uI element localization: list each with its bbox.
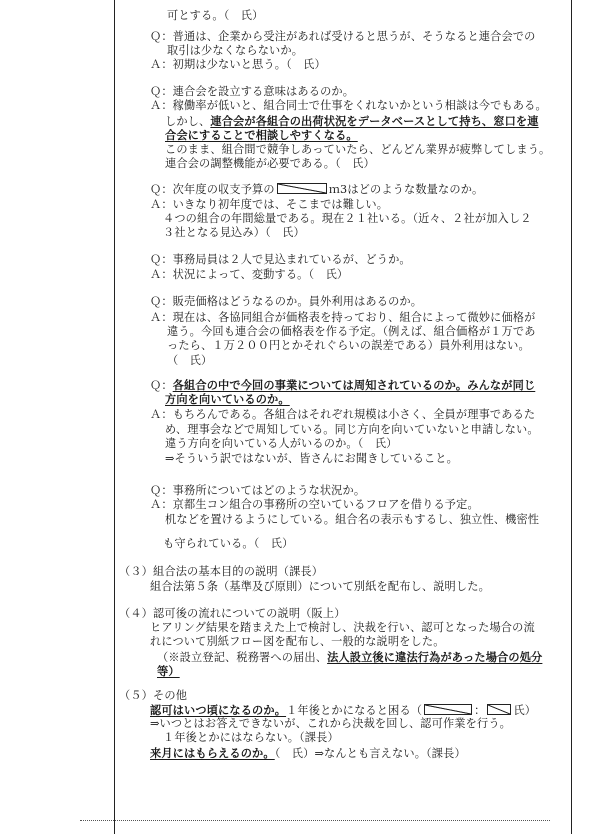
- text-line: このまま、組合間で競争しあっていたら、どんどん業界が疲弊してしまう。: [165, 143, 551, 156]
- section-heading: （４）認可後の流れについての説明（阪上）: [119, 607, 346, 620]
- text-line: め、理事会などで周知している。同じ方向を向いていないと申請しない。: [165, 423, 539, 436]
- redaction-box: [487, 704, 511, 715]
- text-line: ったら、１万２００円とかそれぐらいの誤差である）員外利用はない。: [167, 339, 530, 352]
- text-line: しかし、連合会が各組合の出荷状況をデータベースとして持ち、窓口を連: [165, 114, 539, 128]
- text-line: れについて別紙フロー図を配布し、一般的な説明をした。: [150, 635, 445, 648]
- question-line: Ｑ：普通は、企業から受注があれば受けると思うが、そうなると連合会での: [150, 30, 536, 43]
- text-line: 机などを置けるようにしている。組合名の表示もするし、独立性、機密性: [165, 513, 540, 526]
- answer-line: Ａ：稼働率が低いと、組合同士で仕事をくれないかという相談は今でもある。: [150, 99, 547, 112]
- text-line: 可とする。（ 氏）: [167, 9, 264, 22]
- text-line: １年後とかにはならない。（課長）: [163, 731, 339, 744]
- text-line: ３社となる見込み）（ 氏）: [163, 226, 305, 239]
- redaction-box: [424, 704, 472, 715]
- emphasis-text: 各組合の中で今回の事業については周知されているのか。みんなが同じ: [172, 378, 536, 392]
- emphasis-text: 認可はいつ頃になるのか。: [150, 703, 287, 717]
- emphasis-line: 合会にすることで相談しやすくなる。: [165, 128, 358, 142]
- emphasis-text: 連合会が各組合の出荷状況をデータベースとして持ち、窓口を連: [210, 114, 539, 128]
- answer-line: Ａ：現在は、各協同組合が価格表を持っており、組合によって微妙に価格が: [150, 311, 536, 324]
- question-line: Ｑ：連合会を設立する意味はあるのか。: [150, 85, 355, 98]
- text-line: （ 氏）: [167, 354, 213, 367]
- answer-line: Ａ：状況によって、変動する。（ 氏）: [150, 268, 349, 281]
- text-line: ヒアリング結果を踏まえた上で検討し、決裁を行い、認可となった場合の流: [150, 621, 535, 634]
- text-line: （※設立登記、税務署への届出、法人設立後に違法行為があった場合の処分: [157, 650, 543, 664]
- section-heading: （３）組合法の基本目的の説明（課長）: [119, 565, 324, 578]
- emphasis-text: 来月にはもらえるのか。: [150, 746, 275, 760]
- question-line: Ｑ：次年度の収支予算の ｍ3はどのような数量なのか。: [150, 183, 484, 196]
- question-line: Ｑ：販売価格はどうなるのか。員外利用はあるのか。: [150, 295, 423, 308]
- text-line: 違う。今回も連合会の価格表を作る予定。（例えば、組合価格が１万であ: [167, 325, 536, 338]
- emphasis-line: 等）: [157, 664, 180, 678]
- text-line: 違う方向を向いている人がいるのか。（ 氏）: [165, 437, 398, 450]
- text-line: ⇒いつとはお答えできないが、これから決裁を回し、認可作業を行う。: [150, 717, 511, 730]
- question-line: Ｑ：事務局員は２人で見込まれているが、どうか。: [150, 253, 411, 266]
- text-line: ⇒そういう訳ではないが、皆さんにお聞きしていること。: [165, 452, 458, 465]
- right-margin-line: [571, 0, 572, 834]
- text-line: も守られている。（ 氏）: [163, 537, 294, 550]
- section-heading: （５）その他: [119, 689, 188, 702]
- answer-line: Ａ：いきなり初年度では、そこまでは難しい。: [150, 198, 389, 211]
- answer-line: Ａ：初期は少ないと思う。（ 氏）: [150, 58, 326, 71]
- redaction-box: [277, 183, 327, 194]
- answer-line: Ａ：もちろんである。各組合はそれぞれ規模は小さく、全員が理事であるた: [150, 408, 536, 421]
- question-line: Ｑ：事務所についてはどのような状況か。: [150, 484, 366, 497]
- question-line: Ｑ：各組合の中で今回の事業については周知されているのか。みんなが同じ: [150, 378, 536, 392]
- bottom-dotted-line: [80, 820, 550, 821]
- text-line: ４つの組合の年間総量である。現在２１社いる。（近々、２社が加入し２: [163, 212, 532, 225]
- answer-line: Ａ：京都生コン組合の事務所の空いているフロアを借りる予定。: [150, 498, 479, 511]
- text-line: 連合会の調整機能が必要である。（ 氏）: [165, 157, 375, 170]
- text-line: 来月にはもらえるのか。（ 氏）⇒なんとも言えない。（課長）: [150, 746, 466, 760]
- text-line: 認可はいつ頃になるのか。１年後とかになると困る（ ： 氏）: [150, 703, 537, 717]
- emphasis-line: 方向を向いているのか。: [165, 392, 290, 406]
- left-margin-line: [114, 0, 115, 834]
- emphasis-text: 法人設立後に違法行為があった場合の処分: [327, 650, 543, 664]
- text-line: 組合法第５条（基準及び原則）について別紙を配布し、説明した。: [150, 580, 490, 593]
- text-line: 取引は少なくならないか。: [167, 44, 304, 57]
